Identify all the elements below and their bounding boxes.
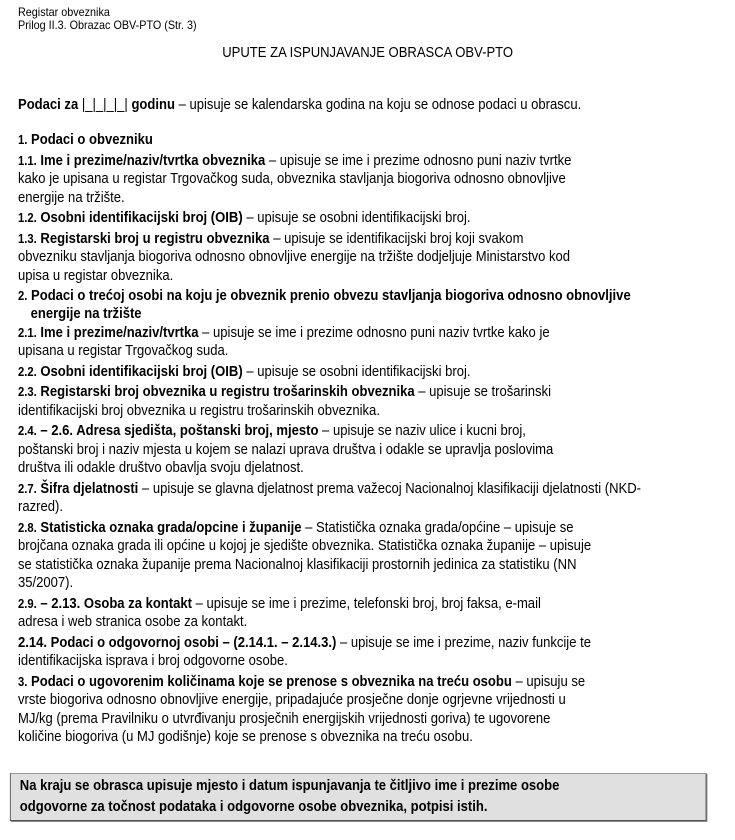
instruction-line <box>18 383 641 402</box>
instruction-line <box>18 595 641 614</box>
instruction-item <box>18 519 641 593</box>
instruction-item <box>18 595 641 632</box>
instruction-line: upisa u registar obveznika. <box>18 267 174 284</box>
item-text: – upisuje se trošarinski <box>414 384 551 400</box>
instructions-list <box>18 131 641 749</box>
item-heading: Podaci o ugovorenim količinama koje se prenose s obveznika na treću osobu <box>31 673 512 690</box>
instruction-line: poštanski broj i naziv mjesta u kojem se nalazi uprava društva i odakle se upravlja poslovima <box>18 441 554 458</box>
item-heading: Šifra djelatnosti <box>40 480 139 497</box>
item-heading: Osobni identifikacijski broj (OIB) <box>40 363 243 380</box>
instruction-line <box>18 634 641 653</box>
item-text: – upisuje se identifikacijski broj koji svakom <box>269 230 524 247</box>
instruction-item <box>18 324 641 361</box>
item-heading: Ime i prezime/naziv/tvrtka <box>40 324 199 341</box>
page-title: UPUTE ZA ISPUNJAVANJE OBRASCA OBV-PTO <box>222 45 514 61</box>
instruction-line: identifikacijski broj obveznika u registru trošarinskih obveznika. <box>18 402 380 419</box>
item-number: 2.4. <box>18 424 37 438</box>
item-number: 2.2. <box>18 364 37 379</box>
instruction-line: upisana u registar Trgovačkog suda. <box>18 343 229 359</box>
item-number: 2.8. <box>18 520 37 535</box>
header-form-ref: Prilog II.3. Obrazac OBV-PTO (Str. 3) <box>18 18 197 32</box>
item-text: – upisuje se osobni identifikacijski broj. <box>242 363 471 380</box>
instruction-line: energije na tržište. <box>18 189 125 206</box>
instruction-item <box>18 230 641 286</box>
instruction-item <box>18 209 641 228</box>
instruction-line <box>18 363 641 382</box>
instruction-item <box>18 363 641 382</box>
item-heading: Statisticka oznaka grada/opcine i županije <box>40 519 302 536</box>
instruction-line <box>18 287 641 306</box>
instruction-line <box>18 152 641 171</box>
intro-bold: Podaci za <box>18 97 79 113</box>
item-text: – upisuju se <box>511 673 586 690</box>
item-heading-continued: energije na tržište <box>30 305 142 322</box>
item-text: – upisuje se ime i prezime, naziv funkcije te <box>336 634 591 651</box>
instruction-item <box>18 422 641 478</box>
instruction-line: vrste biogoriva odnosno obnovljive energije, pripadajuće prosječne donje ogrjevne vrijednosti u <box>18 692 566 708</box>
instruction-line: 35/2007). <box>18 575 74 591</box>
page-header <box>18 6 197 32</box>
item-heading: Ime i prezime/naziv/tvrtka obveznika <box>40 152 266 169</box>
instruction-line <box>18 673 641 692</box>
instruction-line <box>18 209 641 228</box>
item-text: – upisuje se ime i prezime odnosno puni naziv tvrtke <box>265 152 572 169</box>
item-text: – upisuje se glavna djelatnost prema važecoj Nacionalnoj klasifikaciji djelatnosti (NKD- <box>138 480 641 497</box>
instruction-line: količine biogoriva (u MJ godišnje) koje se prenose s obveznika na treću osobu. <box>18 729 473 745</box>
instruction-item <box>18 383 641 420</box>
item-heading: Podaci o obvezniku <box>31 132 153 148</box>
instruction-item <box>18 673 641 747</box>
instruction-line: brojčana oznaka grada ili općine u kojoj je sjedište obveznika. Statistička oznaka županije – upisuje <box>18 538 592 554</box>
instruction-line: MJ/kg (prema Pravilniku o utvrđivanju prosječnih energijskih vrijednosti goriva) te ugovorene <box>18 710 551 727</box>
item-text: – upisuje se ime i prezime odnosno puni naziv tvrtke kako je <box>198 324 550 341</box>
item-number: 1.2. <box>18 211 37 225</box>
instruction-item <box>18 480 641 517</box>
instruction-line <box>18 131 641 150</box>
item-number: 2.7. <box>18 481 37 496</box>
instruction-line: razred). <box>18 499 63 515</box>
item-number: 2.3. <box>18 385 37 399</box>
item-number: 2. <box>18 289 28 303</box>
item-heading: – 2.6. Adresa sjedišta, poštanski broj, mjesto <box>40 423 319 439</box>
instruction-line <box>18 519 641 538</box>
instruction-item <box>18 287 641 322</box>
intro-line <box>18 97 581 113</box>
instruction-line <box>18 230 641 249</box>
item-text: – upisuje se naziv ulice i kucni broj, <box>318 423 526 439</box>
instruction-line: društva ili odakle društvo obavlja svoju djelatnost. <box>18 460 304 476</box>
instruction-line: adresa i web stranica osobe za kontakt. <box>18 614 248 630</box>
item-number: 2.1. <box>18 325 37 340</box>
instruction-item <box>18 131 641 150</box>
note-line: odgovorne za točnost podataka i odgovorne osobe obveznika, potpisi istih. <box>19 799 488 815</box>
instruction-line: obvezniku stavljanja biogoriva odnosno obnovljive energije na tržište dodjeljuje Ministarstvo kod <box>18 249 571 265</box>
instruction-line <box>18 422 641 441</box>
item-number: 2.9. <box>18 596 37 611</box>
item-number: 1.3. <box>18 231 37 246</box>
item-number: 1. <box>18 133 28 147</box>
item-heading: 2.14. Podaci o odgovornoj osobi – (2.14.1. – 2.14.3.) <box>18 634 337 651</box>
item-heading: Registarski broj u registru obveznika <box>40 230 270 247</box>
note-line: Na kraju se obrasca upisuje mjesto i datum ispunjavanja te čitljivo ime i prezime osobe <box>19 778 560 794</box>
item-text: – Statistička oznaka grada/općine – upisuje se <box>301 519 574 536</box>
item-text: – upisuje se osobni identifikacijski broj. <box>242 210 471 226</box>
instruction-line: se statistička oznaka županije prema Nacionalnoj klasifikaciji prostornih jedinica za statistiku (NN <box>18 556 577 573</box>
instruction-line: identifikacijska isprava i broj odgovorne osobe. <box>18 653 288 669</box>
year-field: |_|_|_|_| <box>81 97 128 113</box>
item-number: 1.1. <box>18 153 37 168</box>
item-heading: Osobni identifikacijski broj (OIB) <box>40 210 243 226</box>
closing-note-box <box>10 773 707 821</box>
intro-text: – upisuje se kalendarska godina na koju se odnose podaci u obrascu. <box>174 97 582 113</box>
instruction-item <box>18 152 641 208</box>
item-number: 3. <box>18 674 28 689</box>
item-text: – upisuje se ime i prezime, telefonski broj, broj faksa, e-mail <box>191 595 541 612</box>
header-register: Registar obveznika <box>18 5 110 19</box>
instruction-line: kako je upisana u registar Trgovačkog suda, obveznika stavljanja biogoriva odnosno obnovljive <box>18 171 566 187</box>
item-heading: – 2.13. Osoba za kontakt <box>40 595 192 612</box>
instruction-line <box>18 480 641 499</box>
instruction-line <box>18 324 641 343</box>
instruction-item <box>18 634 641 671</box>
item-heading: Registarski broj obveznika u registru trošarinskih obveznika <box>40 384 415 400</box>
intro-bold-2: godinu <box>131 97 175 113</box>
item-heading: Podaci o trećoj osobi na koju je obveznik prenio obvezu stavljanja biogoriva odnosno obnovljive <box>31 288 631 304</box>
